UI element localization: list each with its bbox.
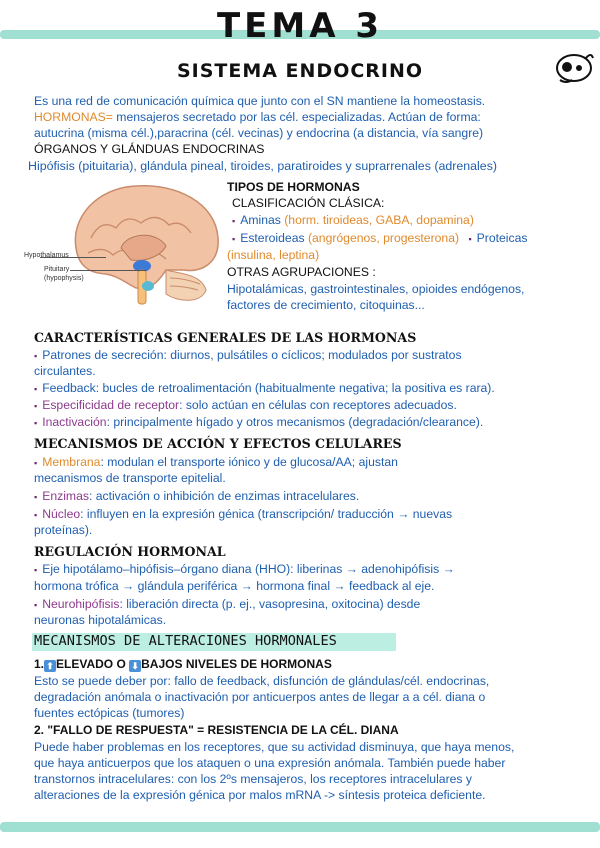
- caracteristica-item: ▪ Patrones de secreción: diurnos, pulsátiles o cíclicos; modulados por sustratos: [34, 348, 462, 362]
- p2-line-2: que haya anticuerpos que los ataquen o una expresión anómala. También puede haber: [34, 756, 506, 770]
- proteicas-detail: (insulina, leptina): [227, 248, 320, 262]
- esteroideas-line: [232, 231, 527, 247]
- intro-line-3: autucrina (misma cél.),paracrina (cél. vecinas) y endocrina (a distancia, vía sangre): [34, 126, 484, 140]
- bullet-icon: ▪: [34, 492, 38, 502]
- otras-line-1: Hipotalámicas, gastrointestinales, opioides endógenos,: [227, 282, 525, 296]
- regulacion-heading: REGULACIÓN HORMONAL: [34, 544, 226, 559]
- hypothalamus-label: Hypothalamus: [24, 252, 69, 259]
- page-subtitle: SISTEMA ENDOCRINO: [176, 60, 424, 82]
- neuro-cont: neuronas hipotalámicas.: [34, 613, 167, 627]
- bullet-icon: ▪: [34, 384, 38, 394]
- p1-line-3: fuentes ectópicas (tumores): [34, 706, 185, 720]
- bullet-icon: ▪: [232, 234, 236, 244]
- esteroideas-label: Esteroideas: [240, 231, 305, 245]
- caracteristica-item: ▪ Especificidad de receptor: solo actúan en células con receptores adecuados.: [34, 398, 457, 412]
- bullet-icon: ▪: [232, 216, 236, 226]
- membrana-cont: mecanismos de transporte epitelial.: [34, 471, 226, 485]
- bottom-decor-band: [0, 822, 600, 832]
- bullet-icon: ▪: [34, 565, 38, 575]
- p1-heading: 1. ⬆ ELEVADO O ⬇ BAJOS NIVELES DE HORMONAS: [34, 657, 332, 671]
- caracteristicas-heading: CARACTERÍSTICAS GENERALES DE LAS HORMONAS: [34, 330, 417, 345]
- aminas-label: Aminas: [240, 213, 281, 227]
- p1-line-1: Esto se puede deber por: fallo de feedback, disfunción de glándulas/cél. endocrinas,: [34, 674, 490, 688]
- p2-heading: 2. "FALLO DE RESPUESTA" = RESISTENCIA DE LA CÉL. DIANA: [34, 723, 399, 737]
- bullet-icon: ▪: [34, 458, 38, 468]
- organs-text: Hipófisis (pituitaria), glándula pineal, tiroides, paratiroides y suprarrenales (adrenales): [28, 159, 498, 173]
- organs-heading: ÓRGANOS Y GLÁNDUAS ENDOCRINAS: [34, 142, 265, 156]
- neuro-line: ▪ Neurohipófisis: liberación directa (p. ej., vasopresina, oxitocina) desde: [34, 597, 421, 611]
- mecanismos-heading: MECANISMOS DE ACCIÓN Y EFECTOS CELULARES: [34, 436, 402, 451]
- brain-illustration: [66, 178, 222, 316]
- eje-cont: hormona trófica → glándula periférica → hormona final → feedback al eje.: [34, 579, 435, 593]
- pituitary-label: Pituitary: [44, 266, 70, 273]
- p2-line-4: alteraciones de la expresión génica por malos mRNA -> síntesis proteica deficiente.: [34, 788, 486, 802]
- proteicas-label: Proteicas: [476, 231, 528, 245]
- membrana-line: ▪ Membrana: modulan el transporte iónico y de glucosa/AA; ajustan: [34, 455, 398, 469]
- caracteristica-item-cont: circulantes.: [34, 364, 96, 378]
- bullet-icon: ▪: [34, 351, 38, 361]
- p2-line-1: Puede haber problemas en los receptores, que su actividad disminuya, que haya menos,: [34, 740, 515, 754]
- bullet-icon: ▪: [34, 510, 38, 520]
- doodle-icon: [552, 46, 596, 86]
- aminas-line: [232, 213, 474, 229]
- pituitary-pointer: [70, 270, 146, 271]
- otras-line-2: factores de crecimiento, citoquinas...: [227, 298, 425, 312]
- intro-line-1: Es una red de comunicación química que junto con el SN mantiene la homeostasis.: [34, 94, 486, 108]
- p1-line-2: degradación anómala o inactivación por anticuerpos antes de llegar a a cél. diana o: [34, 690, 486, 704]
- nucleo-cont: proteínas).: [34, 523, 93, 537]
- alteraciones-heading: MECANISMOS DE ALTERACIONES HORMONALES: [34, 633, 337, 649]
- page-title: TEMA 3: [216, 6, 384, 46]
- bullet-icon: ▪: [34, 418, 38, 428]
- bullet-icon: ▪: [34, 600, 38, 610]
- intro-line-2: [34, 110, 481, 125]
- hormonas-label: HORMONAS=: [34, 110, 113, 124]
- tipos-heading: TIPOS DE HORMONAS: [227, 180, 360, 194]
- caracteristica-item: ▪ Inactivación: principalmente hígado y otros mecanismos (degradación/clearance).: [34, 415, 484, 429]
- p2-line-3: transtornos intracelulares: con los 2ºs mensajeros, los receptores intracelulares y: [34, 772, 472, 786]
- bullet-icon: ▪: [468, 234, 472, 244]
- nucleo-line: ▪ Núcleo: influyen en la expresión génica (transcripción/ traducción → nuevas: [34, 507, 453, 521]
- arrow-up-icon: ⬆: [44, 660, 56, 672]
- arrow-down-icon: ⬇: [129, 660, 141, 672]
- hormonas-definition: mensajeros secretado por las cél. especializadas. Actúan de forma:: [112, 110, 481, 124]
- clasica-heading: CLASIFICACIÓN CLÁSICA:: [232, 196, 385, 210]
- hypophysis-label: (hypophysis): [44, 275, 84, 282]
- aminas-detail: (horm. tiroideas, GABA, dopamina): [280, 213, 474, 227]
- bullet-icon: ▪: [34, 401, 38, 411]
- eje-line: ▪ Eje hipotálamo–hipófisis–órgano diana (HHO): liberinas → adenohipófisis →: [34, 562, 455, 576]
- otras-heading: OTRAS AGRUPACIONES :: [227, 265, 376, 279]
- esteroideas-detail: (angrógenos, progesterona): [304, 231, 460, 245]
- enzimas-line: ▪ Enzimas: activación o inhibición de enzimas intracelulares.: [34, 489, 360, 503]
- caracteristica-item: ▪ Feedback: bucles de retroalimentación (habitualmente negativa; la positiva es rara).: [34, 381, 495, 395]
